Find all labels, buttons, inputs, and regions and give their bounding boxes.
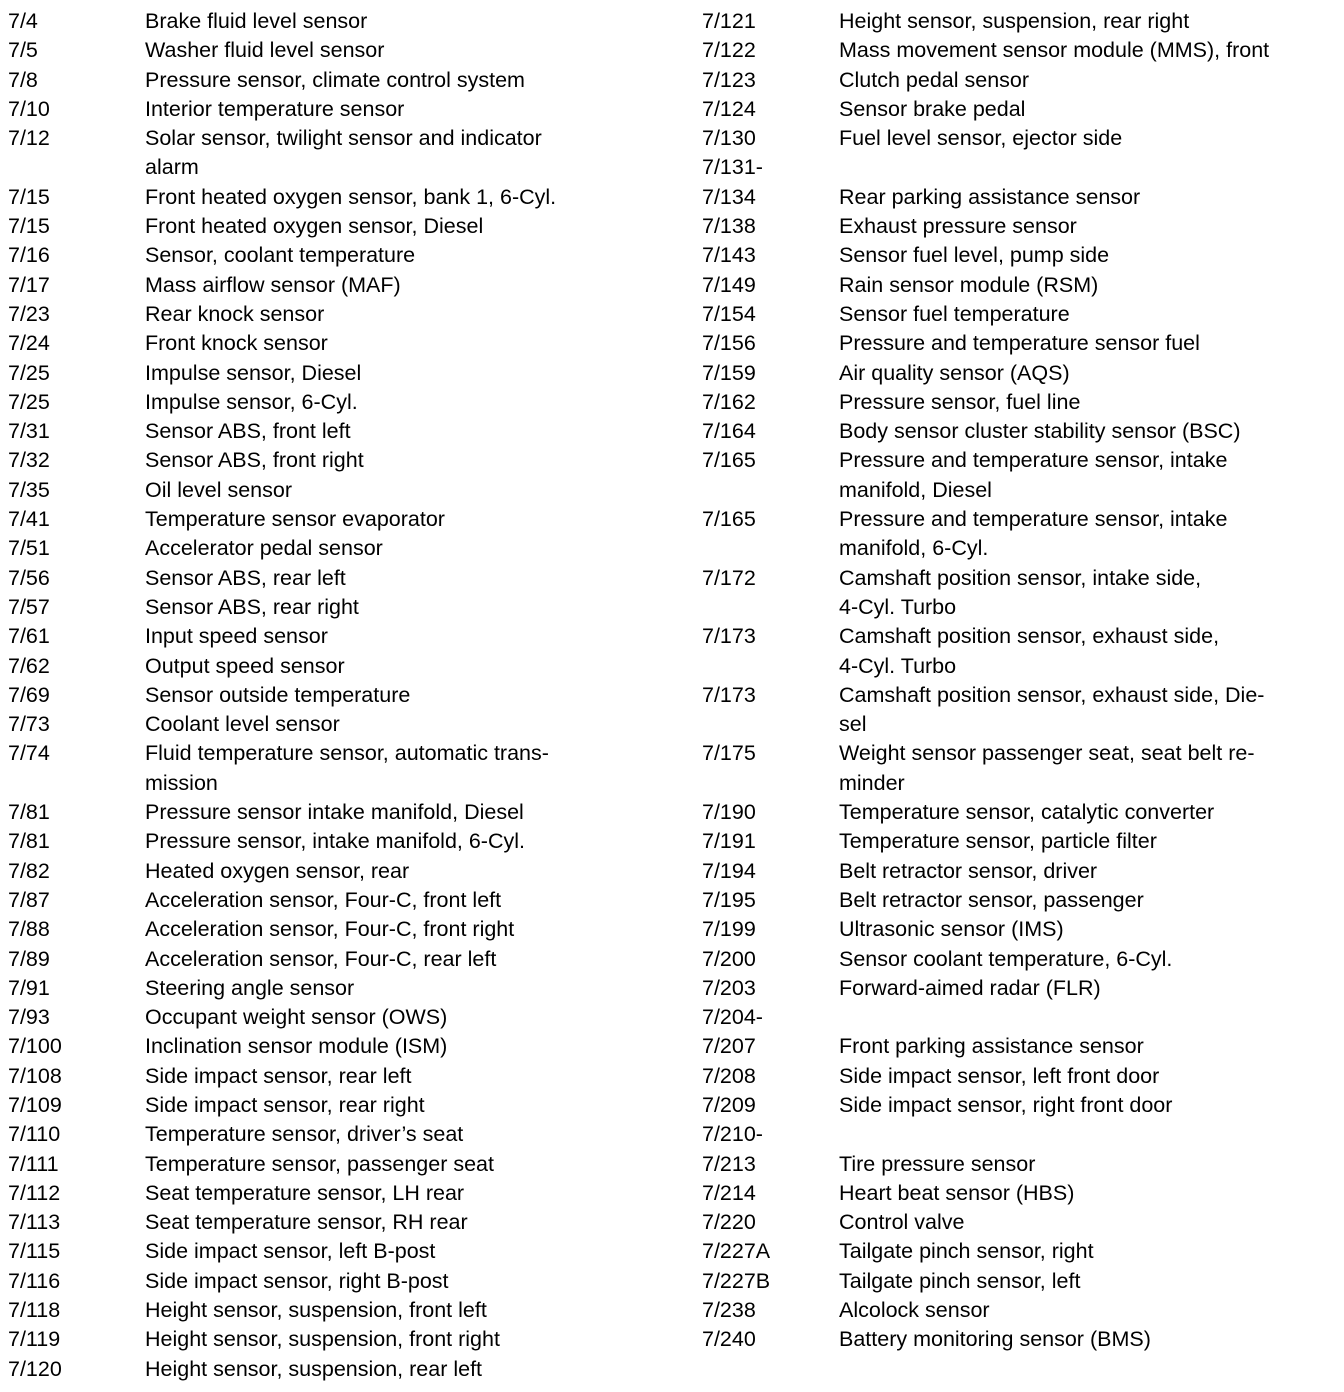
sensor-code: 7/74 xyxy=(8,741,50,766)
sensor-code: 7/191 xyxy=(702,829,756,854)
sensor-code: 7/35 xyxy=(8,477,50,502)
sensor-entry xyxy=(8,1062,648,1091)
sensor-description: Rain sensor module (RSM) xyxy=(839,272,1099,297)
sensor-entry xyxy=(8,739,648,798)
sensor-entry xyxy=(702,388,1338,417)
sensor-description: Front knock sensor xyxy=(145,331,328,356)
sensor-description: Ultrasonic sensor (IMS) xyxy=(839,917,1064,942)
sensor-entry xyxy=(702,1267,1338,1296)
sensor-code: 7/203 xyxy=(702,975,756,1000)
sensor-code: 7/210- xyxy=(702,1122,763,1147)
sensor-entry xyxy=(702,798,1338,827)
sensor-code: 7/87 xyxy=(8,887,50,912)
sensor-code: 7/199 xyxy=(702,917,756,942)
sensor-description: Mass airflow sensor (MAF) xyxy=(145,272,401,297)
sensor-description: Exhaust pressure sensor xyxy=(839,214,1077,239)
sensor-entry xyxy=(8,681,648,710)
sensor-code: 7/194 xyxy=(702,858,756,883)
sensor-code: 7/204- xyxy=(702,1005,763,1030)
sensor-entry xyxy=(8,505,648,534)
sensor-entry xyxy=(702,359,1338,388)
sensor-entry xyxy=(8,1091,648,1120)
sensor-code: 7/100 xyxy=(8,1034,62,1059)
sensor-description: Occupant weight sensor (OWS) xyxy=(145,1005,448,1030)
sensor-code: 7/164 xyxy=(702,419,756,444)
sensor-description: Front parking assistance sensor xyxy=(839,1034,1144,1059)
sensor-code: 7/238 xyxy=(702,1298,756,1323)
sensor-code: 7/138 xyxy=(702,214,756,239)
sensor-description: Pressure sensor, intake manifold, 6-Cyl. xyxy=(145,829,525,854)
sensor-entry xyxy=(702,417,1338,446)
sensor-description: Sensor ABS, rear left xyxy=(145,565,346,590)
sensor-entry xyxy=(8,1032,648,1061)
sensor-description: Alcolock sensor xyxy=(839,1298,990,1323)
sensor-code: 7/130 xyxy=(702,126,756,151)
sensor-description: Body sensor cluster stability sensor (BSC) xyxy=(839,419,1241,444)
sensor-code: 7/81 xyxy=(8,829,50,854)
sensor-code: 7/4 xyxy=(8,9,38,33)
sensor-code: 7/220 xyxy=(702,1210,756,1235)
sensor-entry xyxy=(702,1003,1338,1032)
sensor-description: Seat temperature sensor, LH rear xyxy=(145,1180,465,1205)
sensor-description: Input speed sensor xyxy=(145,624,328,649)
sensor-description: Sensor brake pedal xyxy=(839,96,1026,121)
sensor-description xyxy=(839,1120,1338,1149)
sensor-code: 7/116 xyxy=(8,1268,61,1293)
sensor-code: 7/120 xyxy=(8,1356,62,1381)
sensor-entry xyxy=(8,271,648,300)
sensor-entry xyxy=(702,564,1338,623)
sensor-description: Coolant level sensor xyxy=(145,712,340,737)
sensor-entry xyxy=(8,1267,648,1296)
sensor-entry xyxy=(8,1237,648,1266)
sensor-entry xyxy=(702,1296,1338,1325)
sensor-description: Impulse sensor, Diesel xyxy=(145,360,362,385)
sensor-description: Height sensor, suspension, rear left xyxy=(145,1356,483,1381)
sensor-code: 7/207 xyxy=(702,1034,756,1059)
sensor-code: 7/15 xyxy=(8,214,50,239)
sensor-entry xyxy=(702,1150,1338,1179)
sensor-entry xyxy=(8,183,648,212)
sensor-code: 7/23 xyxy=(8,301,50,326)
sensor-description: Seat temperature sensor, RH rear xyxy=(145,1210,468,1235)
sensor-description: Pressure sensor intake manifold, Diesel xyxy=(145,800,524,825)
sensor-entry xyxy=(8,827,648,856)
sensor-code: 7/73 xyxy=(8,712,50,737)
sensor-code: 7/154 xyxy=(702,301,756,326)
sensor-description: Sensor ABS, front right xyxy=(145,448,364,473)
sensor-entry xyxy=(702,1208,1338,1237)
sensor-code: 7/208 xyxy=(702,1063,756,1088)
sensor-description: Camshaft position sensor, exhaust side, Die- sel xyxy=(839,682,1265,737)
sensor-code: 7/10 xyxy=(8,96,50,121)
sensor-code: 7/190 xyxy=(702,800,756,825)
sensor-code: 7/89 xyxy=(8,946,50,971)
sensor-code: 7/61 xyxy=(8,624,50,649)
sensor-code: 7/15 xyxy=(8,184,50,209)
sensor-entry xyxy=(702,1120,1338,1149)
sensor-description: Pressure and temperature sensor fuel xyxy=(839,331,1200,356)
sensor-description: Side impact sensor, right front door xyxy=(839,1092,1173,1117)
sensor-entry xyxy=(702,300,1338,329)
sensor-description: Camshaft position sensor, intake side, 4-Cyl. Turbo xyxy=(839,565,1202,619)
sensor-description: Rear parking assistance sensor xyxy=(839,184,1141,209)
sensor-entry xyxy=(702,1062,1338,1091)
sensor-entry xyxy=(8,1296,648,1325)
sensor-entry xyxy=(8,300,648,329)
sensor-entry xyxy=(8,388,648,417)
sensor-entry xyxy=(702,241,1338,270)
sensor-entry xyxy=(702,66,1338,95)
sensor-description: Clutch pedal sensor xyxy=(839,67,1030,92)
sensor-code: 7/214 xyxy=(702,1180,756,1205)
sensor-code: 7/119 xyxy=(8,1327,61,1352)
sensor-code: 7/115 xyxy=(8,1239,61,1264)
sensor-code: 7/16 xyxy=(8,243,50,268)
sensor-code: 7/32 xyxy=(8,448,50,473)
sensor-code: 7/110 xyxy=(8,1122,61,1147)
sensor-entry xyxy=(702,886,1338,915)
sensor-description xyxy=(839,1003,1338,1032)
sensor-description: Sensor fuel temperature xyxy=(839,301,1070,326)
sensor-code: 7/8 xyxy=(8,67,38,92)
sensor-description: Mass movement sensor module (MMS), front xyxy=(839,38,1270,63)
sensor-entry xyxy=(8,7,648,36)
sensor-description: Belt retractor sensor, passenger xyxy=(839,887,1144,912)
sensor-entry xyxy=(8,329,648,358)
sensor-entry xyxy=(702,124,1338,153)
sensor-entry xyxy=(702,1091,1338,1120)
sensor-description: Temperature sensor, catalytic converter xyxy=(839,800,1215,825)
sensor-code: 7/109 xyxy=(8,1092,62,1117)
sensor-entry xyxy=(8,534,648,563)
sensor-entry xyxy=(8,66,648,95)
sensor-description: Temperature sensor evaporator xyxy=(145,507,445,532)
sensor-code: 7/200 xyxy=(702,946,756,971)
sensor-description: Pressure and temperature sensor, intake manifold, 6-Cyl. xyxy=(839,507,1228,561)
sensor-code: 7/5 xyxy=(8,38,38,63)
sensor-code: 7/123 xyxy=(702,67,756,92)
sensor-entry xyxy=(702,183,1338,212)
sensor-code: 7/82 xyxy=(8,858,50,883)
sensor-description: Accelerator pedal sensor xyxy=(145,536,383,561)
sensor-entry xyxy=(8,124,648,183)
sensor-description: Sensor outside temperature xyxy=(145,682,411,707)
sensor-entry xyxy=(8,652,648,681)
sensor-entry xyxy=(702,827,1338,856)
sensor-entry xyxy=(8,622,648,651)
sensor-description: Tire pressure sensor xyxy=(839,1151,1036,1176)
sensor-entry xyxy=(702,1179,1338,1208)
sensor-code: 7/227B xyxy=(702,1268,771,1293)
sensor-entry xyxy=(8,212,648,241)
sensor-code: 7/41 xyxy=(8,507,50,532)
sensor-code: 7/56 xyxy=(8,565,50,590)
sensor-description: Oil level sensor xyxy=(145,477,292,502)
sensor-entry xyxy=(8,1355,648,1384)
sensor-entry xyxy=(8,945,648,974)
sensor-description: Heart beat sensor (HBS) xyxy=(839,1180,1075,1205)
sensor-code: 7/134 xyxy=(702,184,756,209)
sensor-description: Inclination sensor module (ISM) xyxy=(145,1034,448,1059)
sensor-entry xyxy=(8,1120,648,1149)
sensor-description: Acceleration sensor, Four-C, front right xyxy=(145,917,515,942)
sensor-description: Temperature sensor, driver’s seat xyxy=(145,1122,464,1147)
sensor-code: 7/112 xyxy=(8,1180,61,1205)
sensor-description: Height sensor, suspension, front right xyxy=(145,1327,500,1352)
sensor-code: 7/12 xyxy=(8,126,50,151)
sensor-description: Forward-aimed radar (FLR) xyxy=(839,975,1101,1000)
sensor-code: 7/108 xyxy=(8,1063,62,1088)
sensor-description: Temperature sensor, passenger seat xyxy=(145,1151,494,1176)
sensor-description: Side impact sensor, rear right xyxy=(145,1092,425,1117)
sensor-entry xyxy=(702,1032,1338,1061)
sensor-entry xyxy=(702,95,1338,124)
sensor-entry xyxy=(8,241,648,270)
sensor-code: 7/165 xyxy=(702,448,756,473)
sensor-entry xyxy=(702,1325,1338,1354)
sensor-description: Height sensor, suspension, front left xyxy=(145,1298,487,1323)
sensor-code: 7/209 xyxy=(702,1092,756,1117)
sensor-entry xyxy=(8,1208,648,1237)
sensor-description: Temperature sensor, particle filter xyxy=(839,829,1157,854)
sensor-code: 7/156 xyxy=(702,331,756,356)
sensor-description: Side impact sensor, left front door xyxy=(839,1063,1160,1088)
sensor-description: Solar sensor, twilight sensor and indicator alarm xyxy=(145,126,542,180)
sensor-code: 7/17 xyxy=(8,272,50,297)
sensor-entry xyxy=(8,417,648,446)
sensor-description: Sensor coolant temperature, 6-Cyl. xyxy=(839,946,1173,971)
sensor-description: Sensor fuel level, pump side xyxy=(839,243,1110,268)
sensor-description: Side impact sensor, left B-post xyxy=(145,1239,436,1264)
sensor-entry xyxy=(8,446,648,475)
sensor-entry xyxy=(8,36,648,65)
sensor-code: 7/91 xyxy=(8,975,50,1000)
sensor-description: Pressure sensor, climate control system xyxy=(145,67,525,92)
sensor-code: 7/195 xyxy=(702,887,756,912)
sensor-description: Pressure sensor, fuel line xyxy=(839,389,1081,414)
sensor-entry xyxy=(702,271,1338,300)
sensor-entry xyxy=(702,915,1338,944)
sensor-code: 7/131- xyxy=(702,155,763,180)
sensor-code: 7/165 xyxy=(702,507,756,532)
sensor-code: 7/62 xyxy=(8,653,50,678)
sensor-description: Steering angle sensor xyxy=(145,975,355,1000)
sensor-code: 7/24 xyxy=(8,331,50,356)
sensor-entry xyxy=(8,1003,648,1032)
sensor-description: Weight sensor passenger seat, seat belt re- minder xyxy=(839,741,1255,795)
sensor-code: 7/118 xyxy=(8,1298,61,1323)
sensor-code: 7/25 xyxy=(8,389,50,414)
sensor-code: 7/173 xyxy=(702,624,756,649)
sensor-code: 7/51 xyxy=(8,536,50,561)
sensor-entry xyxy=(702,212,1338,241)
sensor-description: Tailgate pinch sensor, right xyxy=(839,1239,1094,1264)
sensor-entry xyxy=(8,974,648,1003)
sensor-entry xyxy=(702,446,1338,505)
sensor-code: 7/25 xyxy=(8,360,50,385)
sensor-code: 7/69 xyxy=(8,682,50,707)
sensor-entry xyxy=(8,710,648,739)
sensor-description: Impulse sensor, 6-Cyl. xyxy=(145,389,358,414)
sensor-code: 7/172 xyxy=(702,565,756,590)
sensor-code: 7/122 xyxy=(702,38,756,63)
sensor-code: 7/143 xyxy=(702,243,756,268)
sensor-entry xyxy=(8,857,648,886)
sensor-code: 7/213 xyxy=(702,1151,756,1176)
sensor-entry xyxy=(8,798,648,827)
sensor-description: Camshaft position sensor, exhaust side, 4-Cyl. Turbo xyxy=(839,624,1220,678)
sensor-description: Fluid temperature sensor, automatic trans- mission xyxy=(145,741,549,795)
sensor-code: 7/159 xyxy=(702,360,756,385)
sensor-entry xyxy=(8,1325,648,1354)
sensor-description: Side impact sensor, right B-post xyxy=(145,1268,449,1293)
sensor-entry xyxy=(702,974,1338,1003)
sensor-description: Front heated oxygen sensor, bank 1, 6-Cyl. xyxy=(145,184,557,209)
sensor-description: Acceleration sensor, Four-C, front left xyxy=(145,887,502,912)
sensor-description: Sensor ABS, front left xyxy=(145,419,351,444)
sensor-description: Brake fluid level sensor xyxy=(145,9,368,33)
sensor-description: Heated oxygen sensor, rear xyxy=(145,858,410,883)
sensor-code: 7/57 xyxy=(8,594,50,619)
sensor-description: Front heated oxygen sensor, Diesel xyxy=(145,214,484,239)
sensor-entry xyxy=(8,564,648,593)
sensor-description: Output speed sensor xyxy=(145,653,345,678)
sensor-code: 7/173 xyxy=(702,682,756,707)
sensor-code: 7/227A xyxy=(702,1239,771,1264)
sensor-description: Air quality sensor (AQS) xyxy=(839,360,1070,385)
sensor-description: Pressure and temperature sensor, intake manifold, Diesel xyxy=(839,448,1228,502)
sensor-entry xyxy=(702,739,1338,798)
sensor-entry xyxy=(702,622,1338,681)
sensor-description: Sensor ABS, rear right xyxy=(145,594,359,619)
sensor-description xyxy=(839,153,1338,182)
sensor-description: Rear knock sensor xyxy=(145,301,325,326)
sensor-entry xyxy=(702,329,1338,358)
sensor-code: 7/88 xyxy=(8,917,50,942)
sensor-code: 7/240 xyxy=(702,1327,756,1352)
sensor-description: Tailgate pinch sensor, left xyxy=(839,1268,1081,1293)
sensor-entry xyxy=(702,7,1338,36)
sensor-entry xyxy=(8,593,648,622)
sensor-entry xyxy=(8,1179,648,1208)
left-column xyxy=(8,7,648,1384)
sensor-code: 7/81 xyxy=(8,800,50,825)
sensor-entry xyxy=(702,945,1338,974)
sensor-entry xyxy=(8,95,648,124)
sensor-entry xyxy=(8,915,648,944)
sensor-description: Belt retractor sensor, driver xyxy=(839,858,1098,883)
sensor-entry xyxy=(702,36,1338,65)
sensor-description: Battery monitoring sensor (BMS) xyxy=(839,1327,1151,1352)
sensor-code: 7/162 xyxy=(702,389,756,414)
sensor-code: 7/124 xyxy=(702,96,756,121)
sensor-description: Side impact sensor, rear left xyxy=(145,1063,412,1088)
sensor-entry xyxy=(702,1237,1338,1266)
sensor-code: 7/149 xyxy=(702,272,756,297)
sensor-code: 7/121 xyxy=(702,9,756,33)
sensor-entry xyxy=(8,476,648,505)
sensor-code: 7/175 xyxy=(702,741,756,766)
sensor-entry xyxy=(702,681,1338,740)
sensor-description: Acceleration sensor, Four-C, rear left xyxy=(145,946,497,971)
sensor-description: Sensor, coolant temperature xyxy=(145,243,416,268)
sensor-code: 7/111 xyxy=(8,1151,59,1176)
sensor-description: Interior temperature sensor xyxy=(145,96,405,121)
sensor-code: 7/31 xyxy=(8,419,50,444)
sensor-entry xyxy=(702,153,1338,182)
sensor-description: Washer fluid level sensor xyxy=(145,38,385,63)
sensor-description: Fuel level sensor, ejector side xyxy=(839,126,1123,151)
sensor-code: 7/93 xyxy=(8,1005,50,1030)
sensor-description: Control valve xyxy=(839,1210,965,1235)
sensor-entry xyxy=(702,505,1338,564)
sensor-entry xyxy=(8,359,648,388)
sensor-entry xyxy=(8,1150,648,1179)
sensor-code: 7/113 xyxy=(8,1210,61,1235)
sensor-description: Height sensor, suspension, rear right xyxy=(839,9,1190,33)
sensor-entry xyxy=(8,886,648,915)
right-column xyxy=(702,7,1338,1355)
sensor-entry xyxy=(702,857,1338,886)
